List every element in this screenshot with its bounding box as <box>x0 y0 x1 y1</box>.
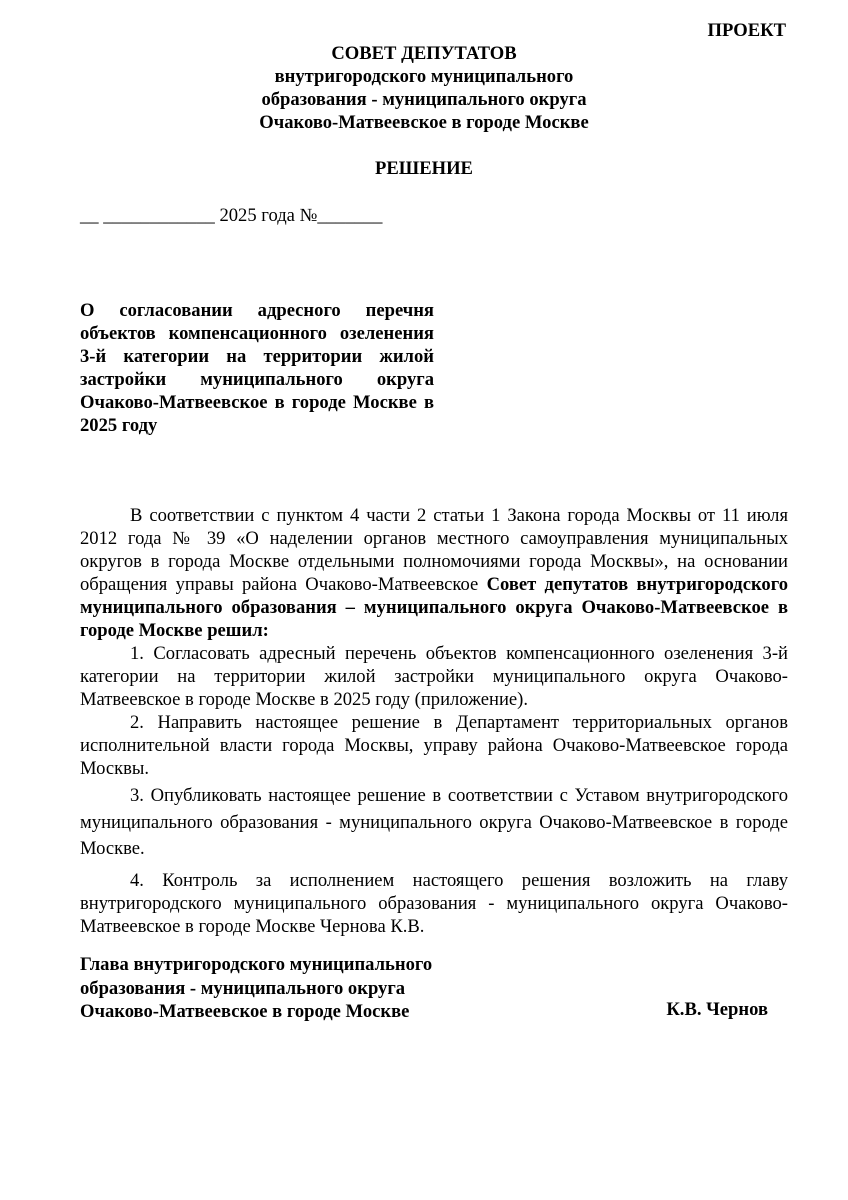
signature-block <box>80 953 432 1024</box>
issuer-header <box>0 42 848 134</box>
decision-body <box>80 504 788 938</box>
date-number-line: __ ____________ 2025 года №_______ <box>80 205 383 226</box>
signature-line-1: Глава внутригородского муниципального <box>80 954 433 975</box>
draft-stamp: ПРОЕКТ <box>707 20 786 41</box>
signature-line-3: Очаково-Матвеевское в городе Москве <box>80 1001 410 1022</box>
preamble-text: В соответствии с пунктом 4 части 2 статьи 1 Закона города Москвы от 11 июля 2012 года № 39 «О наделении органов местного самоуправления муниципальных округов в города Москве отдельными полномочиями города Москвы», на основании обращения управы района Очаково-Матвеевское <box>80 505 788 595</box>
signatory-name: К.В. Чернов <box>666 999 768 1020</box>
item-2: 2. Направить настоящее решение в Департамент территориальных органов исполнительной власти города Москвы, управу района Очаково-Матвеевское города Москвы. <box>80 712 788 779</box>
decision-title: РЕШЕНИЕ <box>375 158 473 179</box>
signature-line-2: образования - муниципального округа <box>80 977 406 999</box>
item-1: 1. Согласовать адресный перечень объектов компенсационного озеленения 3-й категории на территории жилой застройки муниципального округа Очаково-Матвеевское в городе Москве в 2025 году (приложение). <box>80 643 788 710</box>
item-4: 4. Контроль за исполнением настоящего решения возложить на главу внутригородского муниципального образования - муниципального округа Очаково-Матвеевское в городе Москве Чернова К.В. <box>80 869 788 937</box>
header-line-4: Очаково-Матвеевское в городе Москве <box>259 112 589 133</box>
preamble-paragraph <box>80 504 788 642</box>
header-line-2: внутригородского муниципального <box>274 66 574 87</box>
header-line-1: СОВЕТ ДЕПУТАТОВ <box>331 43 517 64</box>
preamble-bold: Совет депутатов внутригородского муниципального образования – муниципального округа Очаково-Матвеевское в городе Москве решил: <box>80 574 789 641</box>
decision-subject: О согласовании адресного перечня объектов компенсационного озеленения 3-й категории на территории жилой застройки муниципального округа Очаково-Матвеевское в городе Москве в 2025 году <box>80 300 434 436</box>
item-3: 3. Опубликовать настоящее решение в соответствии с Уставом внутригородского муниципального образования - муниципального округа Очаково-Матвеевское в городе Москве. <box>80 785 788 859</box>
header-line-3: образования - муниципального округа <box>261 89 587 110</box>
